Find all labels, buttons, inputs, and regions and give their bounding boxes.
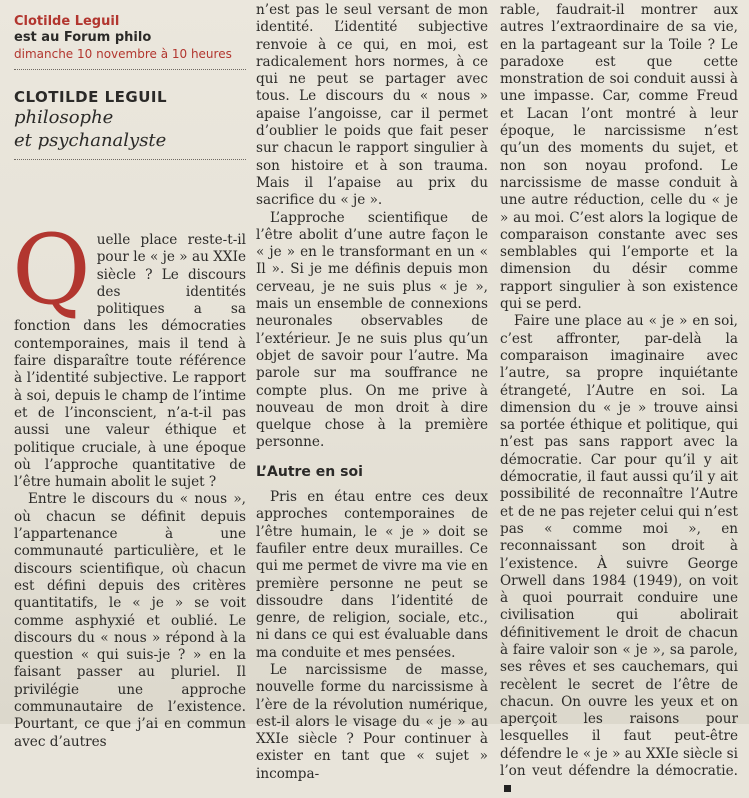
author-role-line2: et psychanalyste [14, 130, 167, 151]
drop-cap: Q [12, 214, 91, 326]
body-paragraph [500, 313, 738, 797]
final-paragraph-text: Faire une place au « je » en soi, c’est affronter, par-delà la comparaison imaginaire avec l’autre, sa propre inquiétante étrangeté, l’Autre en soi. La dimension du « je » trouve ainsi sa portée éthique et politique, qui n’est pas sans rapport avec la démocratie. Car pour qu’il y ait démocratie, il faut aussi qu’il y ait possibilité de reconnaître l’Autre et de ne pas rejeter celui qui n’est pas « comme moi », en reconnaissant son droit à l’existence. À suivre George Orwell dans 1984 (1949), on voit à quoi pourrait conduire une civilisation qui abolirait définitivement le droit de chacun à faire valoir son « je », sa parole, ses rêves et ses cauchemars, qui recèlent le secret de l’être de chacun. On ouvre les yeux et on aperçoit les raisons pour lesquelles il faut peut-être défendre le « je » au XXIe siècle si l’on veut défendre la démocratie. [500, 313, 739, 780]
column-2 [256, 2, 488, 783]
event-date: dimanche 10 novembre à 10 heures [14, 47, 232, 61]
article-intro [12, 214, 246, 491]
intro-paragraph: uelle place reste-t-il pour le « je » au XXIe siècle ? Le discours des identités politiques a sa fonction dans les démocraties contemporaines, mais il tend à faire disparaître toute référence à l’identité subjective. Le rapport à soi, depuis le champ de l’intime et de l’inconscient, n’a-t-il pas aussi une valeur éthique et politique cruciale, à une époque où l’approche quantitative de l’être humain abolit le sujet ? [14, 232, 246, 491]
dotted-divider [14, 69, 246, 70]
column-3 [500, 2, 738, 798]
author-name: CLOTILDE LEGUIL [14, 88, 168, 106]
section-heading: L’Autre en soi [256, 463, 363, 480]
body-paragraph: Entre le discours du « nous », où chacun se définit depuis l’appartenance à une communauté particulière, et le discours scientifique, où chacun est défini depuis des critères quantitatifs, le « je » se voit comme asphyxié et oublié. Le discours du « nous » répond à la question « qui suis-je ? » en la faisant passer au pluriel. Il privilégie une approche communautaire de l’existence. Pourtant, ce que j’ai en commun avec d’autres [14, 491, 246, 750]
author-role-line1: philosophe [14, 107, 114, 128]
end-mark [504, 785, 511, 792]
dotted-divider [14, 159, 246, 160]
body-paragraph: rable, faudrait-il montrer aux autres l’extraordinaire de sa vie, en la partageant sur la Toile ? Le paradoxe est que cette monstration de soi conduit aussi à une impasse. Car, comme Freud et Lacan l’ont montré à leur époque, le narcissisme n’est qu’un des moments du sujet, et non son noyau profond. Le narcissisme de masse conduit à une autre réduction, celle du « je » au moi. C’est alors la logique de comparaison constante avec ses semblables qui l’emporte et la dimension du désir comme rapport singulier à son existence qui se perd. [500, 2, 738, 313]
body-paragraph: Pris en étau entre ces deux approches contemporaines de l’être humain, le « je » doit se faufiler entre deux murailles. Ce qui me permet de vivre ma vie en première personne ne peut se dissoudre dans l’identité de genre, de religion, sociale, etc., ni dans ce qui est évaluable dans ma conduite et mes pensées. [256, 489, 488, 661]
column-1 [14, 0, 246, 751]
body-paragraph: L’approche scientifique de l’être abolit d’une autre façon le « je » en le transformant en un « Il ». Si je me définis depuis mon cerveau, je ne suis plus « je », mais un ensemble de connexions neuronales observables de l’extérieur. Je ne suis plus qu’un objet de savoir pour l’autre. Ma parole sur ma souffrance ne compte plus. On me prive à nouveau de mon droit à dire quelque chose à la première personne. [256, 209, 488, 451]
event-venue: est au Forum philo [14, 30, 152, 45]
body-paragraph: Le narcissisme de masse, nouvelle forme du narcissisme à l’ère de la révolution numérique, est-il alors le visage du « je » au XXIe siècle ? Pour continuer à exister en tant que « sujet » incompa- [256, 661, 488, 782]
event-name: Clotilde Leguil [14, 14, 120, 29]
body-paragraph: n’est pas le seul versant de mon identité. L’identité subjective renvoie à ce qui, en moi, est radicalement hors normes, à ce qui ne peut se partager avec tous. Le discours du « nous » apaise l’angoisse, car il permet d’oublier le poids que fait peser sur chacun le rapport singulier à son histoire et à son trauma. Mais il l’apaise au prix du sacrifice du « je ». [256, 2, 488, 209]
